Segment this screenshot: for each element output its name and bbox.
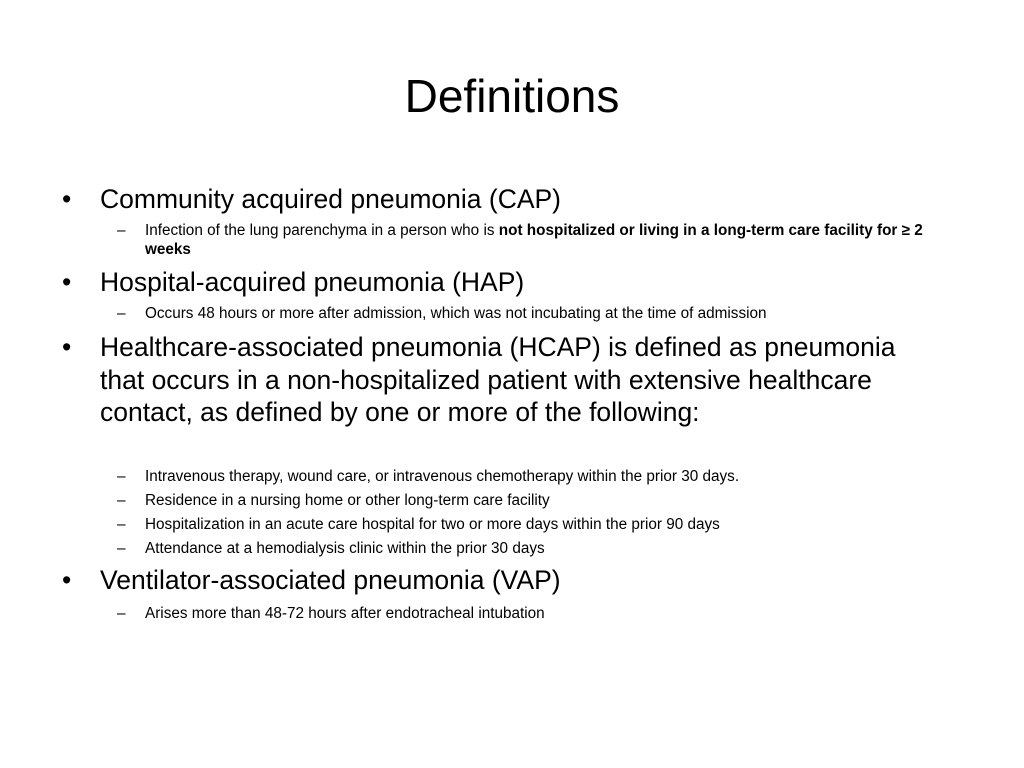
- sub-text: Occurs 48 hours or more after admission, which was not incubating at the time of admission: [145, 305, 767, 322]
- sub-text: Arises more than 48-72 hours after endotracheal intubation: [145, 605, 545, 622]
- bullet-icon: •: [62, 267, 72, 297]
- sub-bullet: [117, 467, 945, 486]
- bullet-text: Hospital-acquired pneumonia (HAP): [100, 267, 525, 297]
- dash-icon: –: [117, 222, 126, 239]
- sub-text: Hospitalization in an acute care hospital for two or more days within the prior 90 days: [145, 516, 720, 533]
- sub-bullet: [117, 604, 945, 623]
- sub-bullet: [117, 304, 945, 323]
- sub-text: Intravenous therapy, wound care, or intravenous chemotherapy within the prior 30 days.: [145, 468, 740, 485]
- dash-icon: –: [117, 492, 126, 509]
- sub-bullet: [117, 539, 945, 558]
- bullet-vap: [62, 564, 930, 597]
- bullet-hap: [62, 266, 930, 299]
- sub-text: Infection of the lung parenchyma in a person who is: [145, 222, 499, 239]
- sub-bullet: [117, 515, 945, 534]
- bullet-icon: •: [62, 332, 72, 362]
- bullet-icon: •: [62, 565, 72, 595]
- bullet-hcap: [62, 331, 930, 429]
- dash-icon: –: [117, 468, 126, 485]
- bullet-text: Healthcare-associated pneumonia (HCAP) is defined as pneumonia that occurs in a non-hospitalized patient with extensive healthcare contact, as defined by one or more of the following:: [100, 332, 896, 427]
- bullet-text: Ventilator-associated pneumonia (VAP): [100, 565, 561, 595]
- slide-title: Definitions: [404, 70, 620, 122]
- sub-bullet: [117, 491, 945, 510]
- sub-text-bold: not hospitalized or living in a long-term care facility for ≥ 2 weeks: [145, 222, 923, 258]
- dash-icon: –: [117, 605, 126, 622]
- sub-text: Attendance at a hemodialysis clinic within the prior 30 days: [145, 540, 545, 557]
- bullet-icon: •: [62, 184, 72, 214]
- dash-icon: –: [117, 540, 126, 557]
- dash-icon: –: [117, 305, 126, 322]
- sub-bullet: [117, 221, 935, 259]
- dash-icon: –: [117, 516, 126, 533]
- bullet-text: Community acquired pneumonia (CAP): [100, 184, 562, 214]
- sub-text: Residence in a nursing home or other long-term care facility: [145, 492, 550, 509]
- bullet-cap: [62, 183, 930, 216]
